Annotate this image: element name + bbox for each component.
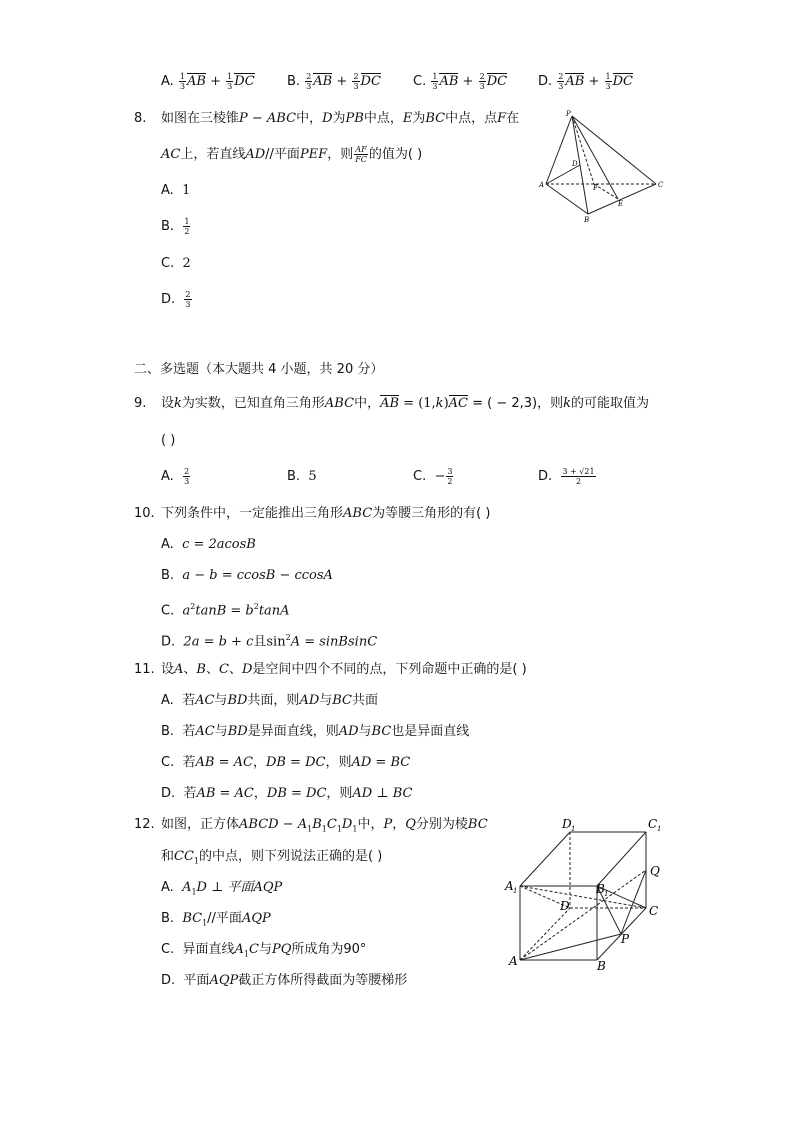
edge-b1c1	[597, 832, 646, 886]
vector-dc: DC	[234, 74, 255, 89]
plus-sign: +	[588, 74, 600, 89]
fraction: $\frac{2}{3}$	[353, 72, 359, 91]
q12-option-d: D. 平面AQP截正方体所得截面为等腰梯形	[161, 973, 408, 988]
vector-ab: AB	[380, 396, 400, 411]
q12-option-b: B. $BC_1//$平面AQP	[161, 911, 271, 928]
label-b: B	[597, 959, 606, 973]
q12-stem-line1: 如图，正方体ABCD − $A_1B_1C_1D_1$中，P，Q分别为棱BC	[161, 817, 488, 834]
q7-option-a	[161, 72, 255, 92]
label-d: D	[572, 160, 578, 168]
q8-stem-line2: AC上，若直线AD//平面PEF，则 $\frac{AF}{FC}$ 的值为( )	[161, 145, 423, 164]
q10-option-d: D. 2a = b + c且$\sin^2A$ = sinBsinC	[161, 633, 378, 650]
label-b1-sub: 1	[604, 890, 609, 898]
label-b1: B	[596, 882, 605, 896]
segment-a1c-hidden	[520, 886, 646, 908]
q12-stem-line2: 和$CC_1$的中点，则下列说法正确的是( )	[161, 849, 383, 866]
q7-option-b	[287, 72, 381, 92]
q7-option-c	[413, 72, 507, 92]
label-d1: D	[562, 817, 572, 831]
fraction: $\frac{1}{3}$	[179, 72, 186, 91]
q10-option-c: C. $a^2\tan B = b^2\tan A$	[161, 602, 290, 619]
label-b: B	[584, 216, 590, 224]
q9-option-a: A. $\frac{2}{3}$	[161, 467, 190, 486]
label-d1-sub: 1	[571, 825, 576, 833]
label-p: P	[566, 110, 571, 118]
vector-ab: AB	[313, 74, 333, 89]
option-label: B.	[287, 74, 301, 89]
q9-option-d: D. $\frac{3 + √21}{2}$	[538, 467, 595, 486]
label-c: C	[658, 181, 664, 189]
label-a: A	[509, 954, 518, 968]
fraction: $\frac{2}{3}$	[479, 72, 485, 91]
label-a1-sub: 1	[513, 887, 518, 895]
option-label: C.	[413, 74, 427, 89]
segment-ap	[520, 934, 621, 960]
cube-figure	[500, 812, 680, 974]
plus-sign: +	[336, 74, 348, 89]
q7-option-d	[538, 72, 633, 92]
vector-ac: AC	[448, 396, 468, 411]
q10-number: 10.	[134, 506, 155, 521]
q11-option-d: D. 若AB = AC，DB = DC，则AD ⊥ BC	[161, 786, 413, 801]
label-c1: C	[648, 817, 658, 831]
section-heading: 二、多选题（本大题共 4 小题，共 20 分）	[134, 362, 384, 377]
vector-dc: DC	[486, 74, 508, 89]
q9-option-b: B. 5	[287, 469, 317, 484]
q9-number: 9.	[134, 396, 147, 411]
label-a: A	[539, 181, 545, 189]
q9-paren: ( )	[161, 433, 176, 448]
fraction: $\frac{1}{3}$	[432, 72, 438, 91]
fraction: $\frac{2}{3}$	[558, 72, 564, 91]
edge-pa	[546, 116, 572, 184]
segment-aq-hidden	[520, 870, 646, 960]
vector-ab: AB	[565, 74, 585, 89]
fraction: $\frac{1}{3}$	[605, 72, 611, 91]
q8-option-c: C. 2	[161, 256, 191, 271]
label-p: P	[621, 932, 630, 946]
q8-option-a: A. 1	[161, 183, 191, 198]
vector-ab: AB	[187, 74, 206, 89]
plus-sign: +	[462, 74, 474, 89]
q9-option-c: C. − $\frac{3}{2}$	[413, 467, 453, 486]
fraction: $\frac{1}{3}$	[227, 72, 233, 91]
fraction: $\frac{2}{3}$	[306, 72, 312, 91]
label-a1: A	[505, 879, 514, 893]
plus-sign: +	[210, 74, 222, 89]
q12-option-a: A. $A_1D$ ⊥ 平面AQP	[161, 880, 283, 897]
option-label: D.	[538, 74, 553, 89]
q8-option-d: D. $\frac{2}{3}$	[161, 290, 191, 309]
q8-number: 8.	[134, 111, 147, 126]
q10-stem: 下列条件中，一定能推出三角形ABC为等腰三角形的有( )	[161, 506, 491, 521]
q11-option-a: A. 若AC与BD共面，则AD与BC共面	[161, 693, 379, 708]
label-c: C	[649, 904, 659, 918]
q11-stem: 设A、B、C、D是空间中四个不同的点，下列命题中正确的是( )	[161, 662, 527, 677]
edge-pc	[572, 116, 656, 184]
tetrahedron-figure	[536, 108, 666, 226]
q11-option-c: C. 若AB = AC，DB = DC，则AD = BC	[161, 755, 411, 770]
q10-option-b: B. a − b = ccosB − ccosA	[161, 568, 333, 583]
option-label: A.	[161, 74, 174, 89]
q11-number: 11.	[134, 662, 155, 677]
q10-option-a: A. c = 2acosB	[161, 537, 256, 552]
vector-dc: DC	[360, 74, 381, 89]
fraction-af-fc: $\frac{AF}{FC}$	[355, 145, 367, 164]
label-e: E	[618, 200, 624, 208]
edge-bc	[588, 184, 656, 214]
q9-stem: 设k为实数，已知直角三角形ABC中，AB = (1,k)AC = ( − 2,3)，则k的可能取值为	[161, 396, 650, 411]
q12-number: 12.	[134, 817, 155, 832]
q12-option-c: C. 异面直线$A_1C$与PQ所成角为90°	[161, 942, 367, 959]
edge-ad-hidden	[520, 908, 570, 960]
vector-dc: DC	[612, 74, 633, 89]
q8-option-b: B. $\frac{1}{2}$	[161, 217, 190, 236]
label-c1-sub: 1	[657, 825, 662, 833]
q11-option-b: B. 若AC与BD是异面直线，则AD与BC也是异面直线	[161, 724, 470, 739]
edge-ab	[546, 184, 588, 214]
vector-ab: AB	[439, 74, 459, 89]
label-d: D	[560, 899, 570, 913]
label-f: F	[593, 184, 598, 192]
edge-a1d1	[520, 832, 570, 886]
q8-stem-line1: 如图在三棱锥P − ABC中，D为PB中点，E为BC中点，点F在	[161, 111, 520, 126]
label-q: Q	[650, 864, 660, 878]
